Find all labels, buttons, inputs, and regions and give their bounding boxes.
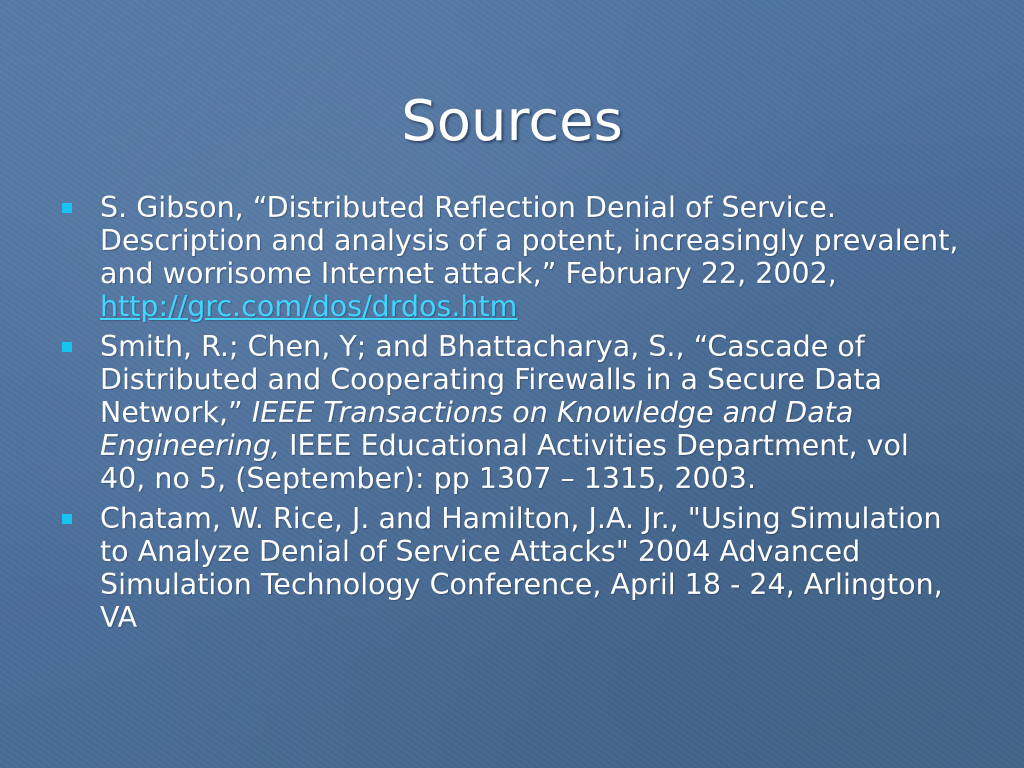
source-link[interactable]: http://grc.com/dos/drdos.htm bbox=[100, 290, 518, 323]
square-bullet-icon bbox=[62, 514, 72, 524]
source-line-3: Conference, April 18 - 24, Arlington, VA bbox=[100, 568, 943, 634]
source-text bbox=[100, 502, 943, 634]
journal-title: IEEE Transactions on Knowledge and Data Engineering, bbox=[100, 396, 854, 462]
source-item-chatam bbox=[62, 502, 962, 634]
source-text bbox=[100, 330, 909, 495]
source-text bbox=[100, 191, 958, 323]
source-citation: Smith, R.; Chen, Y; and Bhattacharya, S., “Cascade of Distributed and Cooperating Firewalls in a Secure Data Network,” bbox=[100, 330, 883, 429]
source-citation: S. Gibson, “Distributed Reflection Denial of Service. Description and analysis of a potent, increasingly prevalent, and worrisome Internet attack,” February 22, 2002, bbox=[100, 191, 959, 290]
slide-title: Sources bbox=[401, 89, 623, 154]
sources-list bbox=[62, 191, 962, 641]
square-bullet-icon bbox=[62, 342, 72, 352]
source-item-gibson bbox=[62, 191, 962, 323]
square-bullet-icon bbox=[62, 203, 72, 213]
source-line-2: Analyze Denial of Service Attacks" 2004 Advanced Simulation Technology bbox=[100, 535, 861, 601]
source-line-1: Chatam, W. Rice, J. and Hamilton, J.A. Jr., "Using Simulation to bbox=[100, 502, 942, 568]
source-details: IEEE Educational Activities Department, vol 40, no 5, (September): pp 1307 – 1315, 2003. bbox=[100, 429, 909, 495]
source-item-smith bbox=[62, 330, 962, 495]
